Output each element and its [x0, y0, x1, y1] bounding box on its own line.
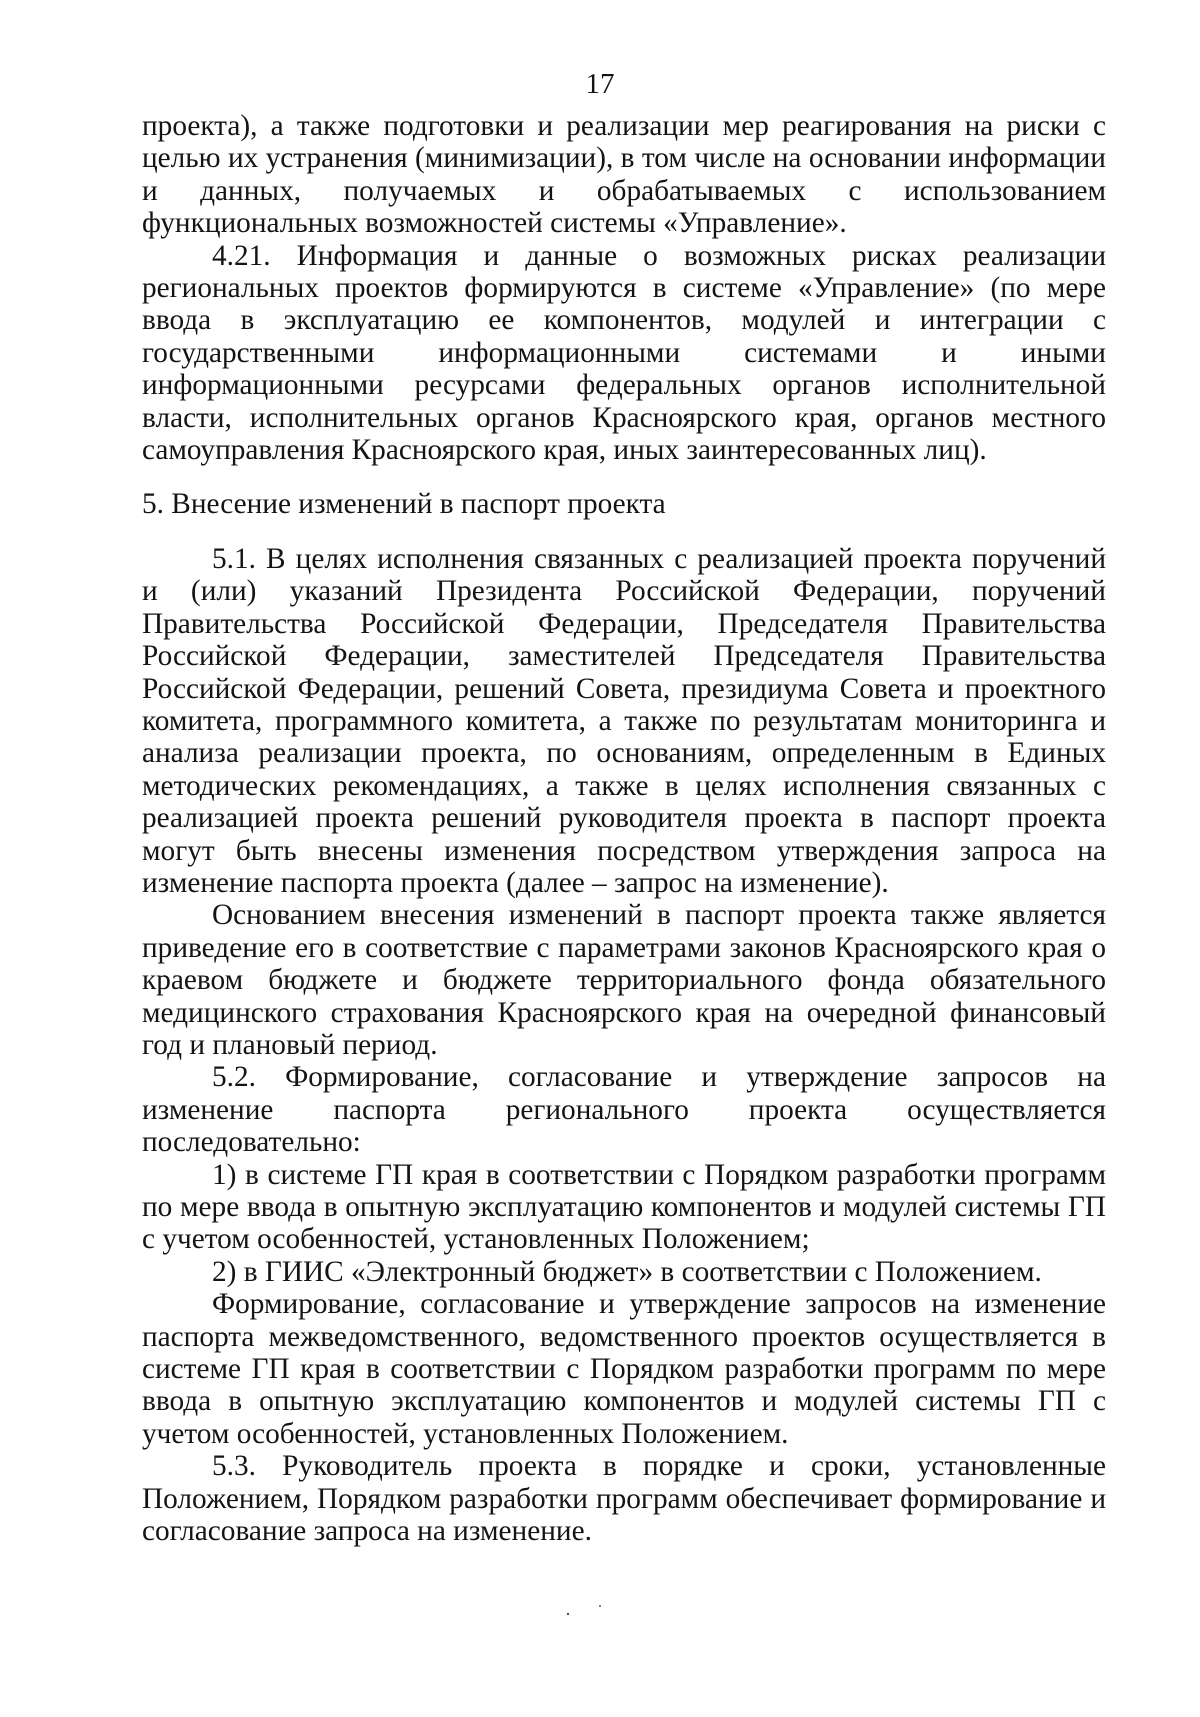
page-number: 17: [585, 68, 615, 100]
paragraph-5-1: 5.1. В целях исполнения связанных с реализацией проекта поручений и (или) указаний Президента Российской Федерации, поручений Правительства Российской Федерации, Председателя Правительства Российской Федерации, заместителей Председателя Правительства Российской Федерации, решений Совета, президиума Совета и проектного комитета, программного комитета, а также по результатам мониторинга и анализа реализации проекта, по основаниям, определенным в Единых методических рекомендациях, а также в целях исполнения связанных с реализацией проекта решений руководителя проекта в паспорт проекта могут быть внесены изменения посредством утверждения запроса на изменение паспорта проекта (далее – запрос на изменение).: [142, 542, 1106, 899]
paragraph-continuation: проекта), а также подготовки и реализации мер реагирования на риски с целью их устранения (минимизации), в том числе на основании информации и данных, получаемых и обрабатываемых с использованием функциональных возможностей системы «Управление».: [142, 110, 1106, 240]
scan-specks: [560, 1600, 620, 1620]
list-item-2: 2) в ГИИС «Электронный бюджет» в соответствии с Положением.: [212, 1255, 1042, 1288]
list-item-1: 1) в системе ГП края в соответствии с Порядком разработки программ по мере ввода в опытную эксплуатацию компонентов и модулей системы ГП с учетом особенностей, установленных Положением;: [142, 1158, 1106, 1256]
paragraph-5-2: 5.2. Формирование, согласование и утверждение запросов на изменение паспорта регионального проекта осуществляется последовательно:: [142, 1061, 1106, 1159]
document-body: [142, 110, 1106, 1547]
paragraph-interagency: Формирование, согласование и утверждение запросов на изменение паспорта межведомственного, ведомственного проектов осуществляется в системе ГП края в соответствии с Порядком разработки программ по мере ввода в опытную эксплуатацию компонентов и модулей системы ГП с учетом особенностей, установленных Положением.: [142, 1288, 1106, 1450]
paragraph-4-21: 4.21. Информация и данные о возможных рисках реализации региональных проектов формируются в системе «Управление» (по мере ввода в эксплуатацию ее компонентов, модулей и интеграции с государственными информационными системами и иными информационными ресурсами федеральных органов исполнительной власти, исполнительных органов Красноярского края, органов местного самоуправления Красноярского края, иных заинтересованных лиц).: [142, 239, 1106, 467]
section-title: 5. Внесение изменений в паспорт проекта: [142, 488, 666, 521]
paragraph-5-3: 5.3. Руководитель проекта в порядке и сроки, установленные Положением, Порядком разработки программ обеспечивает формирование и согласование запроса на изменение.: [142, 1450, 1106, 1548]
paragraph-basis: Основанием внесения изменений в паспорт проекта также является приведение его в соответствие с параметрами законов Красноярского края о краевом бюджете и бюджете территориального фонда обязательного медицинского страхования Красноярского края на очередной финансовый год и плановый период.: [142, 899, 1106, 1061]
